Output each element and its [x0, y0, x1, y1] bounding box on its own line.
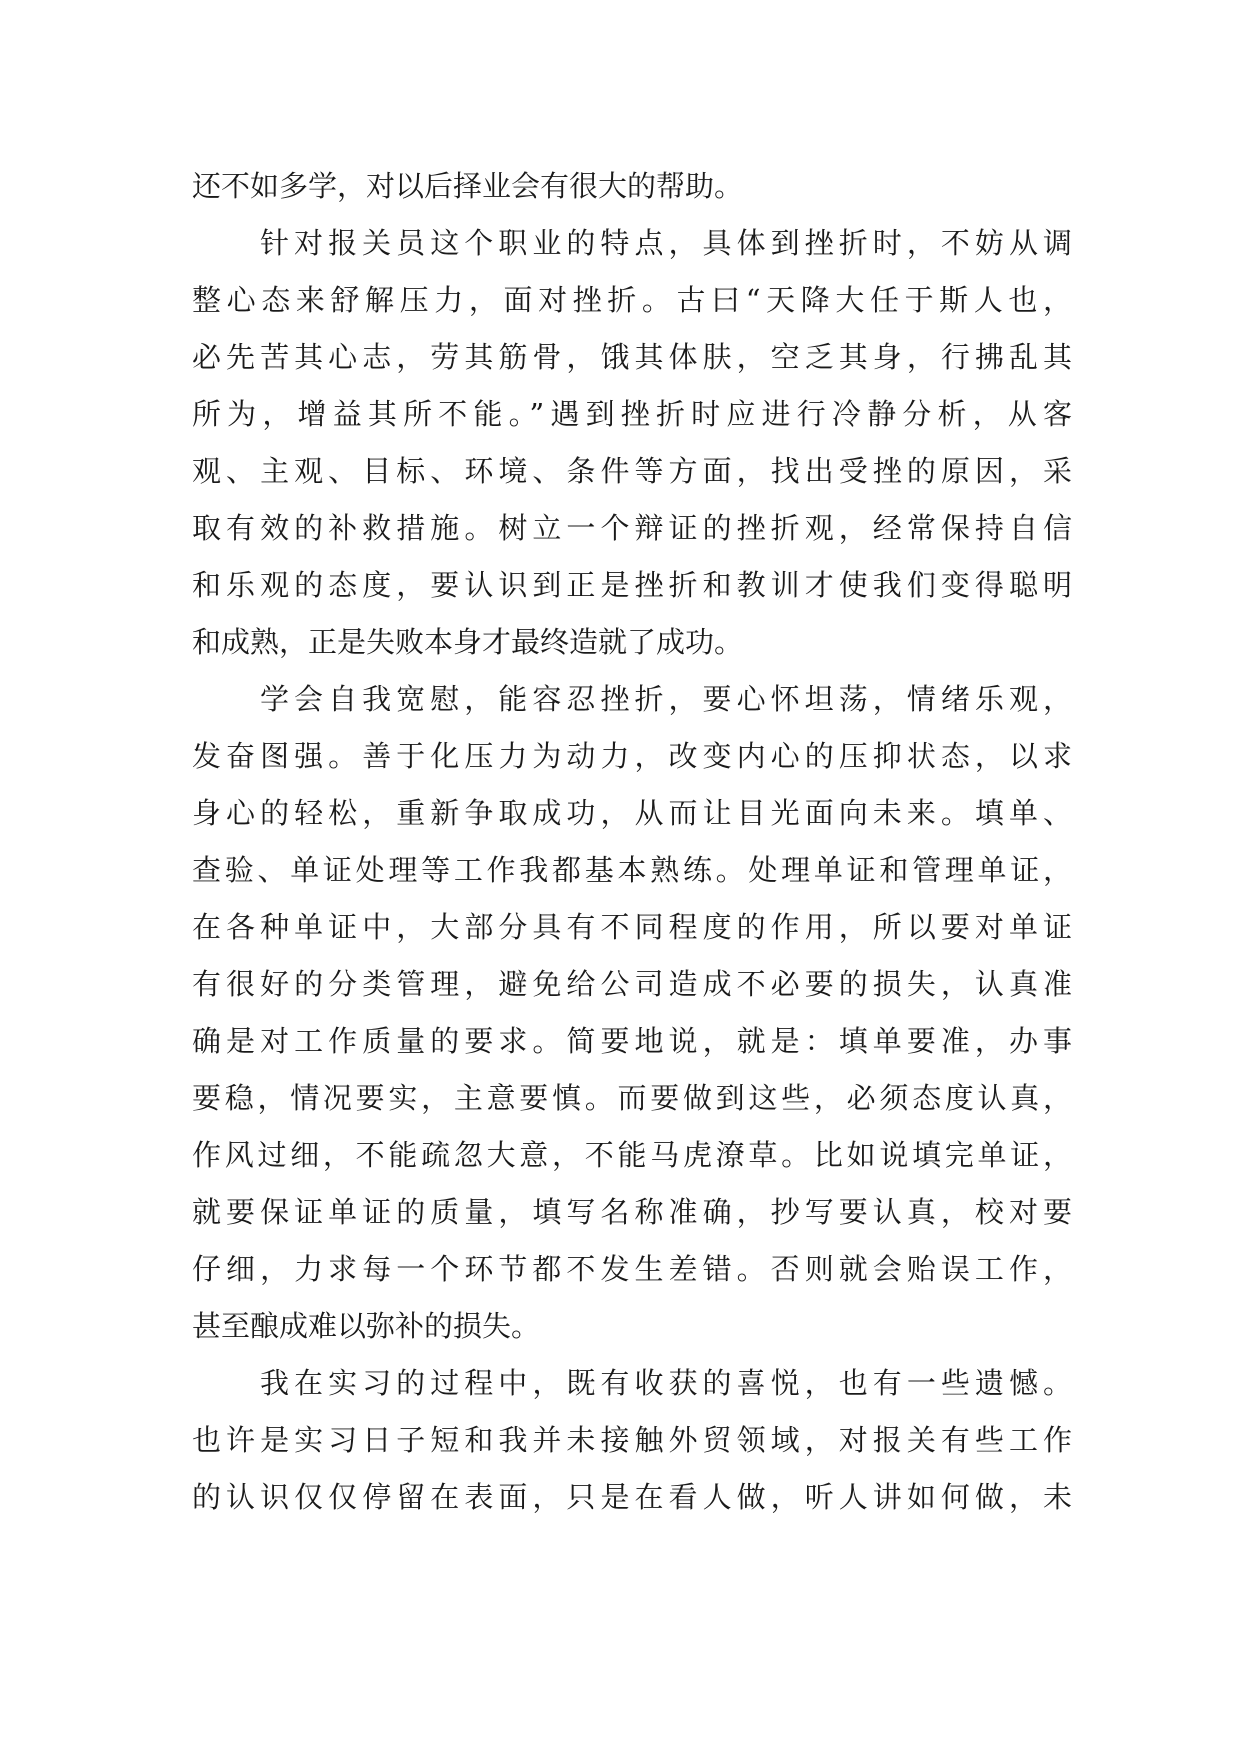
text-line: 观、主观、目标、环境、条件等方面，找出受挫的原因，采: [192, 454, 1072, 488]
text-line: 就要保证单证的质量，填写名称准确，抄写要认真，校对要: [192, 1195, 1072, 1229]
paragraph-first-line: 学会自我宽慰，能容忍挫折，要心怀坦荡，情绪乐观，: [260, 682, 1072, 716]
text-line: 和成熟，正是失败本身才最终造就了成功。: [192, 625, 744, 659]
text-line: 和乐观的态度，要认识到正是挫折和教训才使我们变得聪明: [192, 568, 1072, 602]
text-line: 所为，增益其所不能。”遇到挫折时应进行冷静分析，从客: [192, 397, 1072, 431]
text-line: 作风过细，不能疏忽大意，不能马虎潦草。比如说填完单证，: [192, 1138, 1072, 1172]
text-line: 取有效的补救措施。树立一个辩证的挫折观，经常保持自信: [192, 511, 1072, 545]
text-line: 必先苦其心志，劳其筋骨，饿其体肤，空乏其身，行拂乱其: [192, 340, 1072, 374]
text-line: 查验、单证处理等工作我都基本熟练。处理单证和管理单证，: [192, 853, 1072, 887]
text-line: 也许是实习日子短和我并未接触外贸领域，对报关有些工作: [192, 1423, 1072, 1457]
text-line: 在各种单证中，大部分具有不同程度的作用，所以要对单证: [192, 910, 1072, 944]
text-line: 确是对工作质量的要求。简要地说，就是：填单要准，办事: [192, 1024, 1072, 1058]
text-line: 还不如多学，对以后择业会有很大的帮助。: [192, 169, 744, 203]
text-line: 发奋图强。善于化压力为动力，改变内心的压抑状态，以求: [192, 739, 1072, 773]
body-text: [192, 158, 1072, 1526]
text-line: 甚至酿成难以弥补的损失。: [192, 1309, 541, 1343]
paragraph-first-line: 针对报关员这个职业的特点，具体到挫折时，不妨从调: [260, 226, 1072, 260]
text-line: 有很好的分类管理，避免给公司造成不必要的损失，认真准: [192, 967, 1072, 1001]
text-line: 身心的轻松，重新争取成功，从而让目光面向未来。填单、: [192, 796, 1072, 830]
text-line: 的认识仅仅停留在表面，只是在看人做，听人讲如何做，未: [192, 1480, 1072, 1514]
text-line: 整心态来舒解压力，面对挫折。古曰“天降大任于斯人也，: [192, 283, 1072, 317]
text-line: 要稳，情况要实，主意要慎。而要做到这些，必须态度认真，: [192, 1081, 1072, 1115]
text-line: 仔细，力求每一个环节都不发生差错。否则就会贻误工作，: [192, 1252, 1072, 1286]
paragraph-first-line: 我在实习的过程中，既有收获的喜悦，也有一些遗憾。: [260, 1366, 1072, 1400]
